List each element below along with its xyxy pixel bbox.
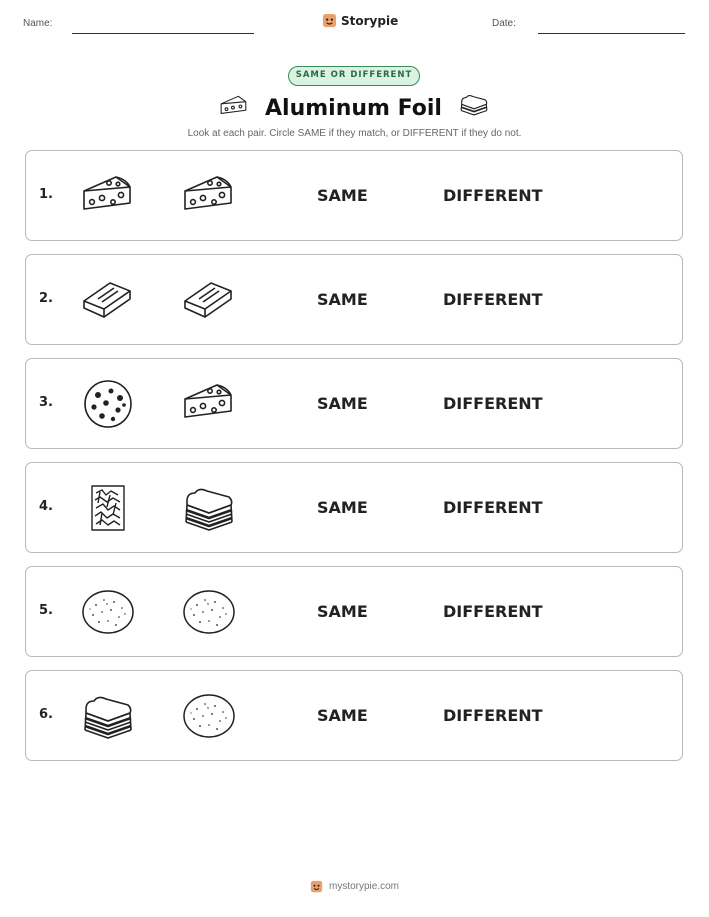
name-line[interactable] [72,33,254,34]
storypie-logo-icon [322,13,337,28]
cheese-icon [181,379,237,429]
question-row [25,150,683,241]
different-option[interactable]: DIFFERENT [443,394,543,413]
title-row [0,92,709,124]
left-picture [80,483,136,533]
question-number: 5. [39,603,53,618]
same-option[interactable]: SAME [317,394,368,413]
sandwich-icon [80,691,136,741]
question-number: 4. [39,499,53,514]
question-number: 1. [39,187,53,202]
date-line[interactable] [538,33,685,34]
sandwich-icon [181,483,237,533]
tortilla-icon [181,587,237,637]
butter-icon [80,275,136,325]
different-option[interactable]: DIFFERENT [443,290,543,309]
instructions: Look at each pair. Circle SAME if they match, or DIFFERENT if they do not. [187,128,522,139]
question-row [25,566,683,657]
left-picture [80,379,136,429]
cheese-icon [181,171,237,221]
right-picture [181,483,237,533]
question-row [25,254,683,345]
left-picture [80,171,136,221]
aluminum-foil-icon [80,483,136,533]
brand-logo [322,13,398,28]
storypie-logo-icon [310,880,323,893]
footer [0,880,709,893]
different-option[interactable]: DIFFERENT [443,186,543,205]
different-option[interactable]: DIFFERENT [443,498,543,517]
tortilla-icon [80,587,136,637]
right-picture [181,171,237,221]
right-picture [181,275,237,325]
right-picture [181,587,237,637]
cookie-icon [80,379,136,429]
same-option[interactable]: SAME [317,186,368,205]
activity-badge: SAME OR DIFFERENT [288,66,420,86]
same-option[interactable]: SAME [317,498,368,517]
question-row [25,462,683,553]
same-option[interactable]: SAME [317,290,368,309]
different-option[interactable]: DIFFERENT [443,706,543,725]
name-label: Name: [23,18,53,29]
same-option[interactable]: SAME [317,706,368,725]
right-picture [181,691,237,741]
brand-name: Storypie [341,13,399,28]
question-number: 3. [39,395,53,410]
page-title: Aluminum Foil [265,95,442,121]
question-number: 2. [39,291,53,306]
left-picture [80,275,136,325]
same-option[interactable]: SAME [317,602,368,621]
left-picture [80,691,136,741]
title-sandwich-icon [458,92,490,124]
footer-url[interactable]: mystorypie.com [328,881,399,892]
different-option[interactable]: DIFFERENT [443,602,543,621]
cheese-icon [80,171,136,221]
left-picture [80,587,136,637]
question-row [25,358,683,449]
right-picture [181,379,237,429]
question-row [25,670,683,761]
title-cheese-icon [219,93,249,124]
tortilla-icon [181,691,237,741]
question-number: 6. [39,707,53,722]
butter-icon [181,275,237,325]
date-label: Date: [492,18,516,29]
